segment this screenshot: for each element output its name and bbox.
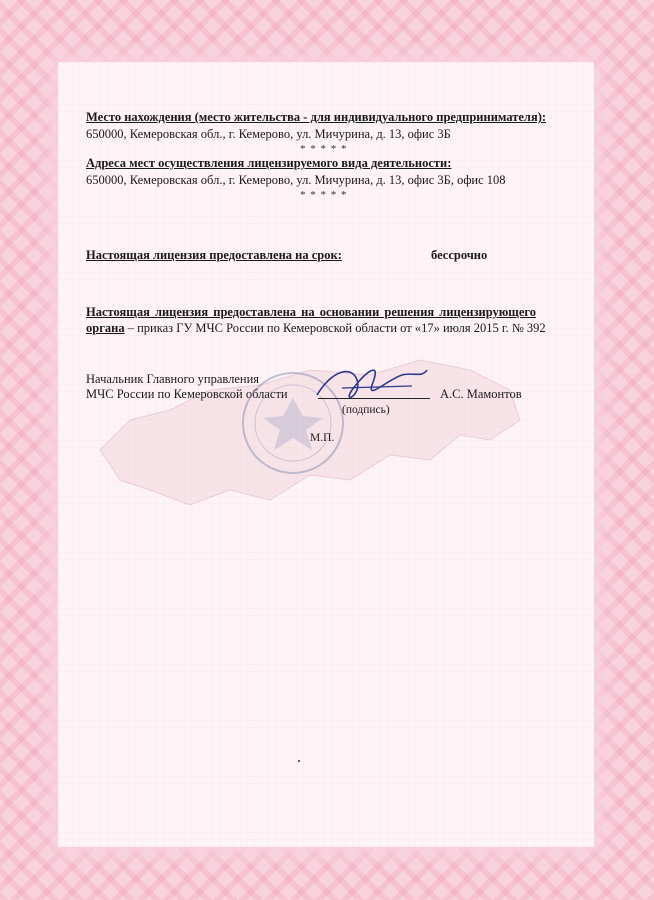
basis-heading-line2: органа (86, 321, 125, 335)
term-value: бессрочно (431, 248, 488, 262)
signature-label: (подпись) (342, 404, 390, 416)
term-heading: Настоящая лицензия предоставлена на срок: (86, 248, 342, 262)
basis-line2 (86, 321, 546, 336)
signer-title-line2: МЧС России по Кемеровской области (86, 387, 288, 401)
separator-2: * * * * * (300, 189, 348, 201)
separator-1: * * * * * (300, 143, 348, 155)
signer-title-line1: Начальник Главного управления (86, 372, 260, 386)
basis-value: – приказ ГУ МЧС России по Кемеровской области от «17» июля 2015 г. № 392 (124, 321, 546, 335)
page-dot (298, 760, 300, 762)
seal-label: М.П. (310, 432, 335, 444)
signer-name: А.С. Мамонтов (440, 387, 522, 401)
location-heading: Место нахождения (место жительства - для индивидуального предпринимателя): (86, 110, 547, 124)
activity-value: 650000, Кемеровская обл., г. Кемерово, ул. Мичурина, д. 13, офис 3Б, офис 108 (86, 173, 506, 187)
signature-line (318, 398, 430, 399)
activity-heading: Адреса мест осуществления лицензируемого вида деятельности: (86, 156, 452, 170)
basis-heading-line1: Настоящая лицензия предоставлена на основании решения лицензирующего (86, 305, 537, 319)
location-value: 650000, Кемеровская обл., г. Кемерово, ул. Мичурина, д. 13, офис 3Б (86, 127, 451, 141)
